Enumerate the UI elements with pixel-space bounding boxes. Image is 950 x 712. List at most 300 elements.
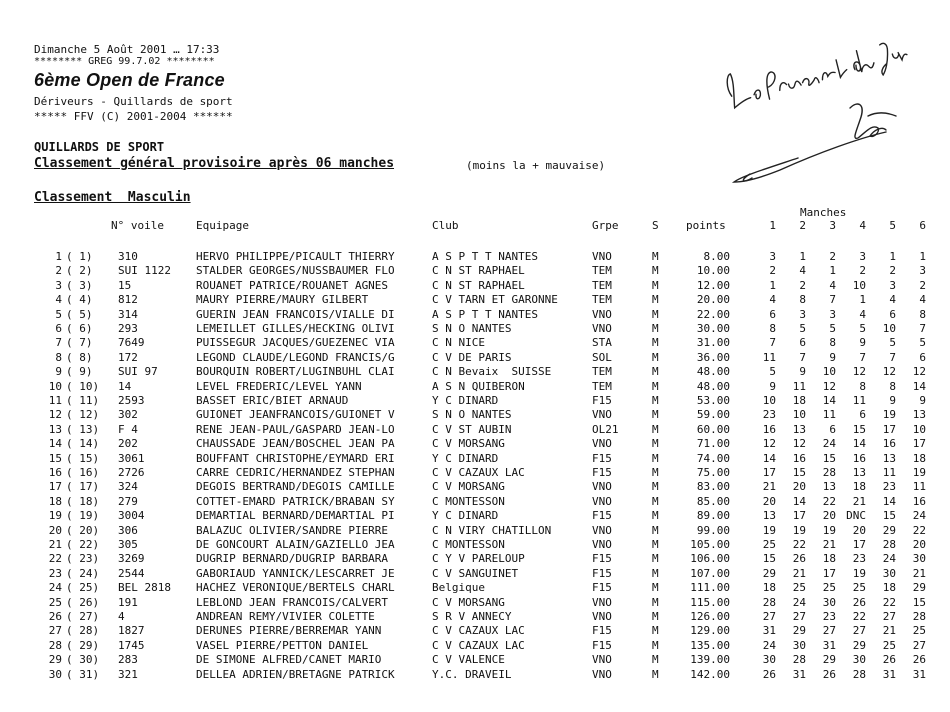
manche-2-cell: 14 <box>792 494 806 508</box>
club-cell: C MONTESSON <box>432 494 505 508</box>
sex-cell: M <box>652 653 659 667</box>
manche-3-cell: 9 <box>829 350 836 364</box>
sail-number-cell: 302 <box>118 408 138 422</box>
sail-number-cell: 1827 <box>118 624 145 638</box>
manche-1-cell: 30 <box>762 653 776 667</box>
manche-2-cell: 10 <box>792 408 806 422</box>
previous-rank-cell: ( 4) <box>66 293 93 307</box>
previous-rank-cell: ( 1) <box>66 250 93 263</box>
sail-number-cell: 324 <box>118 480 138 494</box>
crew-cell: DEMARTIAL BERNARD/DEMARTIAL PI <box>196 509 395 523</box>
table-row <box>0 668 950 682</box>
manche-2-cell: 20 <box>792 480 806 494</box>
manche-3-cell: 19 <box>822 523 836 537</box>
crew-cell: DUGRIP BERNARD/DUGRIP BARBARA <box>196 552 389 566</box>
previous-rank-cell: ( 2) <box>66 264 93 278</box>
table-row <box>0 452 950 466</box>
manche-3-cell: 23 <box>822 610 836 623</box>
sex-cell: M <box>652 480 659 494</box>
rank-cell: 2 <box>55 264 62 278</box>
sail-number-cell: F 4 <box>118 422 138 436</box>
manche-3-cell: 4 <box>829 278 836 292</box>
group-cell: F15 <box>592 638 612 652</box>
manche-6-cell: 21 <box>912 566 926 580</box>
manche-1-cell: 16 <box>762 422 776 436</box>
manche-4-cell: 15 <box>852 422 866 436</box>
manche-1-cell: 26 <box>762 667 776 681</box>
manche-5-cell: 2 <box>889 264 896 278</box>
manche-4-cell: 26 <box>852 595 866 609</box>
category-heading: Classement Masculin <box>34 190 191 205</box>
manche-6-cell: 7 <box>919 322 926 335</box>
sail-number-cell: 1745 <box>118 638 145 652</box>
table-row <box>0 264 950 278</box>
manche-4-cell: 17 <box>852 538 866 551</box>
previous-rank-cell: ( 18) <box>66 494 100 508</box>
manche-1-cell: 15 <box>762 552 776 566</box>
crew-cell: BOURQUIN ROBERT/LUGINBUHL CLAI <box>196 365 395 379</box>
manche-6-cell: 5 <box>919 336 926 350</box>
manche-5-cell: 11 <box>882 466 896 479</box>
report-datetime: Dimanche 5 Août 2001 … 17:33 <box>34 43 220 56</box>
manche-4-cell: 28 <box>852 667 866 681</box>
manche-2-cell: 18 <box>792 394 806 407</box>
rank-cell: 9 <box>55 365 62 379</box>
sex-cell: M <box>652 379 659 393</box>
manche-5-cell: 13 <box>882 451 896 465</box>
table-row <box>0 639 950 653</box>
manche-4-cell: 1 <box>859 293 866 307</box>
group-cell: VNO <box>592 667 612 681</box>
manche-3-cell: 28 <box>822 466 836 479</box>
manche-3-cell: 1 <box>829 264 836 278</box>
manche-3-cell: 26 <box>822 667 836 681</box>
rank-cell: 23 <box>48 566 62 580</box>
col-manche-5-header: 5 <box>889 219 896 232</box>
manches-heading: Manches <box>800 206 847 219</box>
manche-5-cell: 12 <box>882 365 896 379</box>
group-cell: F15 <box>592 509 612 523</box>
manche-1-cell: 3 <box>769 250 776 263</box>
manche-5-cell: 27 <box>882 610 896 623</box>
previous-rank-cell: ( 10) <box>66 379 100 393</box>
points-cell: 115.00 <box>690 595 730 609</box>
previous-rank-cell: ( 23) <box>66 552 100 566</box>
manche-1-cell: 19 <box>762 523 776 537</box>
rank-cell: 8 <box>55 350 62 364</box>
col-points-header: points <box>686 219 726 232</box>
previous-rank-cell: ( 20) <box>66 523 100 537</box>
manche-1-cell: 14 <box>762 451 776 465</box>
crew-cell: LEGOND CLAUDE/LEGOND FRANCIS/G <box>196 350 395 364</box>
sail-number-cell: 14 <box>118 379 132 393</box>
manche-6-cell: 19 <box>912 466 926 479</box>
rank-cell: 29 <box>48 653 62 667</box>
sex-cell: M <box>652 365 659 379</box>
rank-cell: 22 <box>48 552 62 566</box>
table-row <box>0 250 950 264</box>
manche-3-cell: 27 <box>822 624 836 638</box>
manche-6-cell: 20 <box>912 538 926 551</box>
sex-cell: M <box>652 451 659 465</box>
sail-number-cell: 7649 <box>118 336 145 350</box>
manche-2-cell: 13 <box>792 422 806 436</box>
sex-cell: M <box>652 595 659 609</box>
manche-1-cell: 23 <box>762 408 776 422</box>
table-row <box>0 351 950 365</box>
manche-6-cell: 13 <box>912 408 926 422</box>
previous-rank-cell: ( 28) <box>66 624 100 638</box>
sex-cell: M <box>652 264 659 278</box>
manche-6-cell: 22 <box>912 523 926 537</box>
sex-cell: M <box>652 293 659 307</box>
manche-2-cell: 16 <box>792 451 806 465</box>
manche-6-cell: 9 <box>919 394 926 407</box>
table-row <box>0 524 950 538</box>
manche-1-cell: 7 <box>769 336 776 350</box>
group-cell: VNO <box>592 408 612 422</box>
rank-cell: 30 <box>48 667 62 681</box>
manche-2-cell: 28 <box>792 653 806 667</box>
previous-rank-cell: ( 12) <box>66 408 100 422</box>
club-cell: S R V ANNECY <box>432 610 512 623</box>
club-cell: C V CAZAUX LAC <box>432 466 525 479</box>
club-cell: C Y V PARELOUP <box>432 552 525 566</box>
manche-4-cell: 14 <box>852 437 866 451</box>
sex-cell: M <box>652 552 659 566</box>
manche-1-cell: 9 <box>769 379 776 393</box>
group-cell: F15 <box>592 566 612 580</box>
table-row <box>0 495 950 509</box>
manche-1-cell: 24 <box>762 638 776 652</box>
crew-cell: PUISSEGUR JACQUES/GUEZENEC VIA <box>196 336 395 350</box>
table-row <box>0 394 950 408</box>
sex-cell: M <box>652 350 659 364</box>
sex-cell: M <box>652 307 659 321</box>
manche-3-cell: 22 <box>822 494 836 508</box>
sail-number-cell: 15 <box>118 278 132 292</box>
crew-cell: GUERIN JEAN FRANCOIS/VIALLE DI <box>196 307 395 321</box>
manche-5-cell: 17 <box>882 422 896 436</box>
manche-1-cell: 21 <box>762 480 776 494</box>
crew-cell: VASEL PIERRE/PETTON DANIEL <box>196 638 369 652</box>
previous-rank-cell: ( 14) <box>66 437 100 451</box>
manche-5-cell: 6 <box>889 307 896 321</box>
group-cell: TEM <box>592 264 612 278</box>
sex-cell: M <box>652 566 659 580</box>
sex-cell: M <box>652 336 659 350</box>
classement-note: (moins la + mauvaise) <box>466 159 606 172</box>
manche-1-cell: 25 <box>762 538 776 551</box>
club-cell: C V CAZAUX LAC <box>432 624 525 638</box>
manche-6-cell: 26 <box>912 653 926 667</box>
table-row <box>0 653 950 667</box>
manche-1-cell: 18 <box>762 581 776 595</box>
table-row <box>0 408 950 422</box>
crew-cell: BALAZUC OLIVIER/SANDRE PIERRE <box>196 523 389 537</box>
previous-rank-cell: ( 27) <box>66 610 100 623</box>
sail-number-cell: 305 <box>118 538 138 551</box>
sail-number-cell: 3269 <box>118 552 145 566</box>
manche-1-cell: 28 <box>762 595 776 609</box>
sex-cell: M <box>652 581 659 595</box>
manche-4-cell: 11 <box>852 394 866 407</box>
sail-number-cell: 2544 <box>118 566 145 580</box>
manche-6-cell: 17 <box>912 437 926 451</box>
manche-2-cell: 8 <box>799 293 806 307</box>
sail-number-cell: 812 <box>118 293 138 307</box>
crew-cell: DERUNES PIERRE/BERREMAR YANN <box>196 624 382 638</box>
manche-3-cell: 15 <box>822 451 836 465</box>
manche-3-cell: 21 <box>822 538 836 551</box>
manche-3-cell: 29 <box>822 653 836 667</box>
manche-1-cell: 13 <box>762 509 776 523</box>
col-manche-2-header: 2 <box>799 219 806 232</box>
manche-5-cell: 1 <box>889 250 896 263</box>
manche-6-cell: 31 <box>912 667 926 681</box>
group-cell: VNO <box>592 610 612 623</box>
sex-cell: M <box>652 437 659 451</box>
club-cell: Y C DINARD <box>432 509 499 523</box>
manche-1-cell: 11 <box>762 350 776 364</box>
classement-heading: Classement général provisoire après 06 manches <box>34 156 395 171</box>
crew-cell: DEGOIS BERTRAND/DEGOIS CAMILLE <box>196 480 395 494</box>
previous-rank-cell: ( 25) <box>66 581 100 595</box>
manche-3-cell: 25 <box>822 581 836 595</box>
previous-rank-cell: ( 6) <box>66 322 93 335</box>
points-cell: 60.00 <box>696 422 730 436</box>
points-cell: 126.00 <box>690 610 730 623</box>
club-cell: S N O NANTES <box>432 322 512 335</box>
manche-2-cell: 27 <box>792 610 806 623</box>
manche-2-cell: 15 <box>792 466 806 479</box>
points-cell: 30.00 <box>696 322 730 335</box>
col-club-header: Club <box>432 219 459 232</box>
manche-6-cell: 14 <box>912 379 926 393</box>
previous-rank-cell: ( 5) <box>66 307 93 321</box>
previous-rank-cell: ( 16) <box>66 466 100 479</box>
manche-4-cell: 13 <box>852 466 866 479</box>
manche-3-cell: 20 <box>822 509 836 523</box>
sex-cell: M <box>652 538 659 551</box>
group-cell: OL21 <box>592 422 619 436</box>
crew-cell: BASSET ERIC/BIET ARNAUD <box>196 394 349 407</box>
sex-cell: M <box>652 408 659 422</box>
group-cell: F15 <box>592 581 612 595</box>
previous-rank-cell: ( 29) <box>66 638 100 652</box>
manche-3-cell: 3 <box>829 307 836 321</box>
rank-cell: 11 <box>48 394 62 407</box>
sail-number-cell: 3061 <box>118 451 145 465</box>
previous-rank-cell: ( 13) <box>66 422 100 436</box>
rank-cell: 6 <box>55 322 62 335</box>
club-cell: C N ST RAPHAEL <box>432 278 525 292</box>
manche-4-cell: 29 <box>852 638 866 652</box>
rank-cell: 18 <box>48 494 62 508</box>
manche-6-cell: 24 <box>912 509 926 523</box>
manche-4-cell: 20 <box>852 523 866 537</box>
col-grpe-header: Grpe <box>592 219 619 232</box>
manche-2-cell: 1 <box>799 250 806 263</box>
club-cell: Belgique <box>432 581 485 595</box>
group-cell: F15 <box>592 624 612 638</box>
points-cell: 12.00 <box>696 278 730 292</box>
crew-cell: LEVEL FREDERIC/LEVEL YANN <box>196 379 362 393</box>
table-row <box>0 308 950 322</box>
manche-5-cell: 22 <box>882 595 896 609</box>
club-cell: C V TARN ET GARONNE <box>432 293 558 307</box>
club-cell: A S P T T NANTES <box>432 307 538 321</box>
rank-cell: 7 <box>55 336 62 350</box>
previous-rank-cell: ( 26) <box>66 595 100 609</box>
manche-6-cell: 30 <box>912 552 926 566</box>
points-cell: 20.00 <box>696 293 730 307</box>
manche-6-cell: 8 <box>919 307 926 321</box>
club-cell: C V CAZAUX LAC <box>432 638 525 652</box>
points-cell: 53.00 <box>696 394 730 407</box>
rank-cell: 25 <box>48 595 62 609</box>
manche-6-cell: 16 <box>912 494 926 508</box>
club-cell: C V SANGUINET <box>432 566 519 580</box>
manche-5-cell: 14 <box>882 494 896 508</box>
manche-4-cell: 16 <box>852 451 866 465</box>
group-cell: SOL <box>592 350 612 364</box>
table-row <box>0 552 950 566</box>
manche-5-cell: 18 <box>882 581 896 595</box>
manche-5-cell: 16 <box>882 437 896 451</box>
sex-cell: M <box>652 494 659 508</box>
manche-1-cell: 8 <box>769 322 776 335</box>
software-version: ******** GREG 99.7.02 ******** <box>34 56 215 67</box>
manche-5-cell: 4 <box>889 293 896 307</box>
points-cell: 85.00 <box>696 494 730 508</box>
club-cell: C V MORSANG <box>432 437 505 451</box>
manche-3-cell: 10 <box>822 365 836 379</box>
manche-6-cell: 12 <box>912 365 926 379</box>
previous-rank-cell: ( 22) <box>66 538 100 551</box>
table-row <box>0 624 950 638</box>
points-cell: 105.00 <box>690 538 730 551</box>
manche-2-cell: 12 <box>792 437 806 451</box>
manche-2-cell: 6 <box>799 336 806 350</box>
group-cell: VNO <box>592 480 612 494</box>
club-cell: C V VALENCE <box>432 653 505 667</box>
manche-1-cell: 4 <box>769 293 776 307</box>
sail-number-cell: 2726 <box>118 466 145 479</box>
manche-4-cell: DNC <box>846 509 866 523</box>
manche-2-cell: 25 <box>792 581 806 595</box>
manche-3-cell: 17 <box>822 566 836 580</box>
manche-4-cell: 27 <box>852 624 866 638</box>
club-cell: C V MORSANG <box>432 595 505 609</box>
manche-2-cell: 30 <box>792 638 806 652</box>
event-title: 6ème Open de France <box>34 70 225 90</box>
crew-cell: DELLEA ADRIEN/BRETAGNE PATRICK <box>196 667 395 681</box>
points-cell: 74.00 <box>696 451 730 465</box>
col-equipage-header: Equipage <box>196 219 249 232</box>
points-cell: 99.00 <box>696 523 730 537</box>
group-cell: VNO <box>592 538 612 551</box>
table-row <box>0 480 950 494</box>
manche-3-cell: 14 <box>822 394 836 407</box>
table-row <box>0 509 950 523</box>
col-manche-1-header: 1 <box>769 219 776 232</box>
rank-cell: 12 <box>48 408 62 422</box>
club-cell: Y C DINARD <box>432 394 499 407</box>
points-cell: 89.00 <box>696 509 730 523</box>
manche-4-cell: 3 <box>859 250 866 263</box>
points-cell: 22.00 <box>696 307 730 321</box>
manche-3-cell: 5 <box>829 322 836 335</box>
manche-6-cell: 1 <box>919 250 926 263</box>
crew-cell: DE GONCOURT ALAIN/GAZIELLO JEA <box>196 538 395 551</box>
club-cell: Y C DINARD <box>432 451 499 465</box>
manche-5-cell: 5 <box>889 336 896 350</box>
sail-number-cell: 306 <box>118 523 138 537</box>
manche-2-cell: 22 <box>792 538 806 551</box>
group-cell: F15 <box>592 394 612 407</box>
points-cell: 8.00 <box>703 250 730 263</box>
sail-number-cell: 202 <box>118 437 138 451</box>
points-cell: 107.00 <box>690 566 730 580</box>
points-cell: 59.00 <box>696 408 730 422</box>
col-manche-4-header: 4 <box>859 219 866 232</box>
group-cell: VNO <box>592 494 612 508</box>
rank-cell: 19 <box>48 509 62 523</box>
manche-4-cell: 5 <box>859 322 866 335</box>
manche-1-cell: 20 <box>762 494 776 508</box>
sail-number-cell: 279 <box>118 494 138 508</box>
table-row <box>0 437 950 451</box>
previous-rank-cell: ( 15) <box>66 451 100 465</box>
manche-1-cell: 12 <box>762 437 776 451</box>
rank-cell: 28 <box>48 638 62 652</box>
points-cell: 71.00 <box>696 437 730 451</box>
points-cell: 36.00 <box>696 350 730 364</box>
sail-number-cell: 4 <box>118 610 125 623</box>
manche-1-cell: 27 <box>762 610 776 623</box>
manche-3-cell: 8 <box>829 336 836 350</box>
manche-2-cell: 5 <box>799 322 806 335</box>
points-cell: 48.00 <box>696 379 730 393</box>
club-cell: C V ST AUBIN <box>432 422 512 436</box>
group-cell: F15 <box>592 466 612 479</box>
rank-cell: 3 <box>55 278 62 292</box>
manche-2-cell: 26 <box>792 552 806 566</box>
col-manche-6-header: 6 <box>919 219 926 232</box>
points-cell: 83.00 <box>696 480 730 494</box>
crew-cell: COTTET-EMARD PATRICK/BRABAN SY <box>196 494 395 508</box>
sail-number-cell: SUI 1122 <box>118 264 171 278</box>
manche-5-cell: 10 <box>882 322 896 335</box>
table-row <box>0 365 950 379</box>
rank-cell: 4 <box>55 293 62 307</box>
previous-rank-cell: ( 8) <box>66 350 93 364</box>
manche-6-cell: 27 <box>912 638 926 652</box>
manche-2-cell: 31 <box>792 667 806 681</box>
manche-2-cell: 2 <box>799 278 806 292</box>
manche-1-cell: 1 <box>769 278 776 292</box>
group-cell: F15 <box>592 552 612 566</box>
table-row <box>0 279 950 293</box>
table-row <box>0 466 950 480</box>
manche-3-cell: 12 <box>822 379 836 393</box>
previous-rank-cell: ( 3) <box>66 278 93 292</box>
manche-6-cell: 6 <box>919 350 926 364</box>
sex-cell: M <box>652 278 659 292</box>
club-cell: C N VIRY CHATILLON <box>432 523 552 537</box>
group-cell: F15 <box>592 451 612 465</box>
